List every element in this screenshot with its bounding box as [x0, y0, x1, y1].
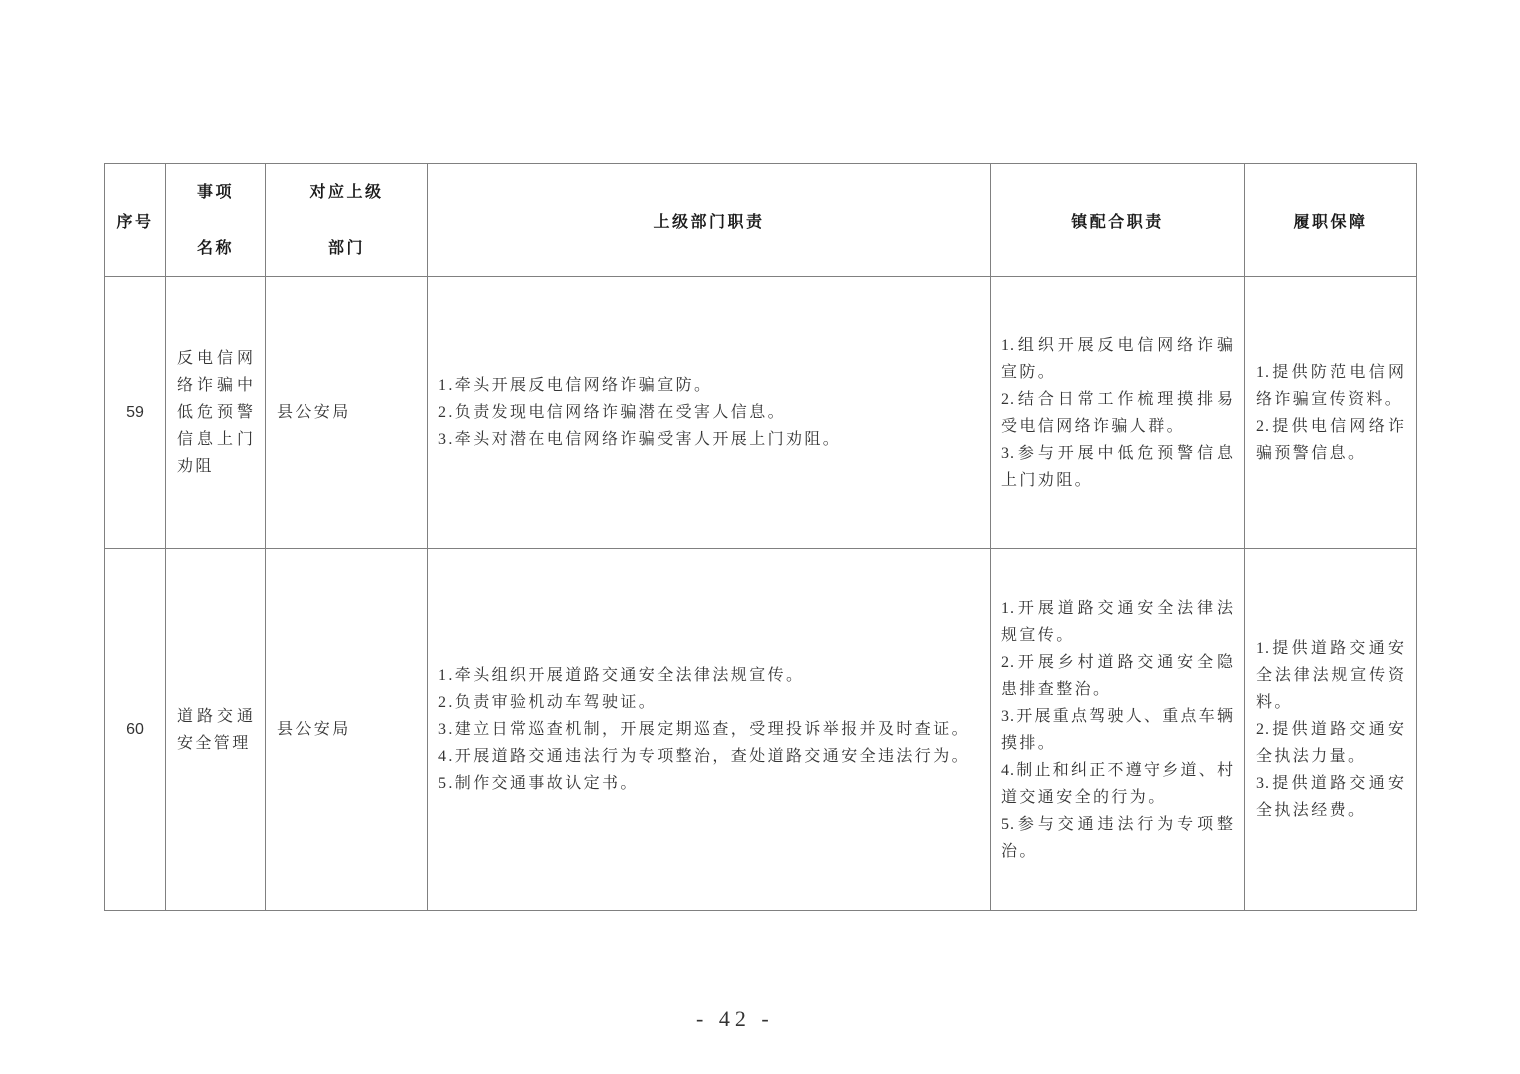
header-town-duties: 镇配合职责 — [991, 164, 1245, 277]
cell-text-line: 患排查整治。 — [1001, 680, 1112, 698]
cell-text-line: 2.开展乡村道路交通安全隐 — [1001, 653, 1234, 671]
cell-item-name — [166, 549, 266, 911]
header-superior-duties: 上级部门职责 — [428, 164, 991, 277]
cell-text-line: 县公安局 — [277, 404, 351, 421]
cell-guarantee — [1245, 549, 1417, 911]
cell-text-line: 规宣传。 — [1001, 626, 1075, 644]
cell-text-line: 安全管理 — [177, 734, 251, 752]
cell-text-line: 3.开展重点驾驶人、重点车辆 — [1001, 707, 1234, 725]
cell-text-line: 3.建立日常巡查机制，开展定期巡查，受理投诉举报并及时查证。 — [438, 721, 971, 738]
cell-text-line: 3.提供道路交通安 — [1256, 775, 1405, 792]
cell-text-line: 治。 — [1001, 842, 1038, 860]
cell-text-line: 2.提供电信网络诈 — [1256, 417, 1405, 435]
cell-text-line: 3.参与开展中低危预警信息 — [1001, 444, 1234, 462]
cell-text-line: 县公安局 — [277, 721, 351, 738]
cell-town-duties — [991, 277, 1245, 549]
cell-text-line: 料。 — [1256, 694, 1293, 711]
cell-text-line: 60 — [126, 721, 144, 738]
header-row — [105, 164, 1417, 277]
cell-text-line: 3.牵头对潜在电信网络诈骗受害人开展上门劝阻。 — [438, 431, 842, 448]
header-item-name — [166, 164, 266, 277]
header-superior-department-line: 对应上级 — [309, 182, 384, 201]
cell-superior-department — [266, 549, 428, 911]
header-item-name-line: 事项 — [196, 182, 234, 201]
cell-text-line: 骗预警信息。 — [1256, 444, 1367, 462]
cell-town-duties — [991, 549, 1245, 911]
cell-text-line: 1.组织开展反电信网络诈骗 — [1001, 336, 1234, 354]
cell-text-line: 道交通安全的行为。 — [1001, 788, 1167, 806]
header-serial-number: 序号 — [105, 164, 166, 277]
table-body — [105, 277, 1417, 911]
table-row — [105, 549, 1417, 911]
cell-item-name — [166, 277, 266, 549]
table-header — [105, 164, 1417, 277]
cell-text-line: 全执法力量。 — [1256, 748, 1367, 765]
duty-table — [104, 163, 1417, 911]
cell-text-line: 1.开展道路交通安全法律法 — [1001, 599, 1234, 617]
cell-text-line: 5.参与交通违法行为专项整 — [1001, 815, 1234, 833]
header-superior-department — [266, 164, 428, 277]
cell-text-line: 2.负责审验机动车驾驶证。 — [438, 694, 658, 711]
cell-text-line: 2.结合日常工作梳理摸排易 — [1001, 390, 1234, 408]
cell-text-line: 全法律法规宣传资 — [1256, 667, 1405, 684]
cell-text-line: 上门劝阻。 — [1001, 471, 1094, 489]
cell-text-line: 全执法经费。 — [1256, 802, 1367, 819]
cell-text-line: 摸排。 — [1001, 734, 1057, 752]
cell-text-line: 反电信网 — [177, 350, 254, 367]
cell-text-line: 道路交通 — [177, 707, 254, 725]
cell-text-line: 5.制作交通事故认定书。 — [438, 775, 639, 792]
table-row — [105, 277, 1417, 549]
header-superior-department-line: 部门 — [327, 238, 365, 257]
cell-text-line: 4.开展道路交通违法行为专项整治，查处道路交通安全违法行为。 — [438, 748, 971, 765]
cell-superior-department — [266, 277, 428, 549]
cell-text-line: 络诈骗宣传资料。 — [1256, 390, 1404, 408]
cell-serial-number — [105, 277, 166, 549]
header-guarantee: 履职保障 — [1245, 164, 1417, 277]
cell-serial-number — [105, 549, 166, 911]
cell-text-line: 2.提供道路交通安 — [1256, 721, 1405, 738]
cell-text-line: 1.牵头组织开展道路交通安全法律法规宣传。 — [438, 667, 805, 684]
cell-text-line: 低危预警 — [177, 404, 254, 421]
cell-superior-duties — [428, 549, 991, 911]
cell-text-line: 信息上门 — [177, 431, 254, 448]
cell-text-line: 宣防。 — [1001, 363, 1057, 381]
page-number: - 42 - — [696, 1006, 774, 1031]
cell-text-line: 2.负责发现电信网络诈骗潜在受害人信息。 — [438, 404, 787, 421]
cell-guarantee — [1245, 277, 1417, 549]
cell-text-line: 劝阻 — [177, 458, 214, 475]
cell-superior-duties — [428, 277, 991, 549]
cell-text-line: 络诈骗中 — [177, 377, 254, 394]
cell-text-line: 1.提供防范电信网 — [1256, 363, 1405, 381]
cell-text-line: 1.牵头开展反电信网络诈骗宣防。 — [438, 377, 713, 394]
cell-text-line: 4.制止和纠正不遵守乡道、村 — [1001, 761, 1234, 779]
cell-text-line: 1.提供道路交通安 — [1256, 640, 1405, 657]
header-item-name-line: 名称 — [196, 238, 234, 257]
cell-text-line: 受电信网络诈骗人群。 — [1001, 417, 1186, 435]
cell-text-line: 59 — [126, 404, 144, 421]
